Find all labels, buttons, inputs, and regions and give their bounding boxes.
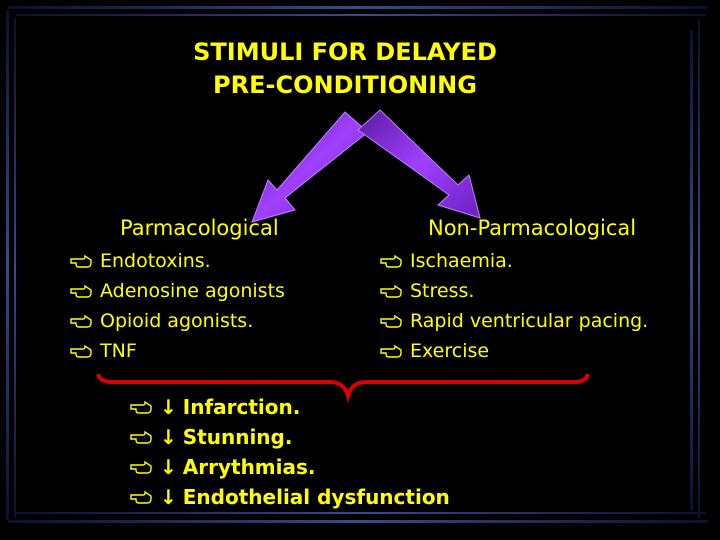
hand-pointing-icon [130, 400, 160, 414]
list-item: Stress. [380, 276, 648, 306]
down-arrow-icon: ↓ [160, 395, 177, 419]
down-arrow-icon: ↓ [160, 425, 177, 449]
outcomes-list [130, 392, 450, 512]
list-item: Adenosine agonists [70, 276, 285, 306]
left-arrow [252, 112, 368, 222]
list-item: Exercise [380, 336, 648, 366]
title-line-2: PRE-CONDITIONING [213, 71, 477, 99]
right-list [380, 246, 648, 366]
list-item: ↓ Infarction. [130, 392, 450, 422]
hand-pointing-icon [380, 254, 410, 268]
list-item: Opioid agonists. [70, 306, 285, 336]
hand-pointing-icon [70, 344, 100, 358]
hand-pointing-icon [130, 430, 160, 444]
hand-pointing-icon [380, 344, 410, 358]
down-arrow-icon: ↓ [160, 455, 177, 479]
list-item: Endotoxins. [70, 246, 285, 276]
hand-pointing-icon [380, 284, 410, 298]
title-line-1: STIMULI FOR DELAYED [193, 38, 497, 66]
left-list [70, 246, 285, 366]
hand-pointing-icon [70, 284, 100, 298]
list-item: TNF [70, 336, 285, 366]
slide-title [100, 36, 590, 102]
hand-pointing-icon [70, 254, 100, 268]
hand-pointing-icon [130, 490, 160, 504]
left-heading: Parmacological [120, 216, 279, 240]
list-item: ↓ Endothelial dysfunction [130, 482, 450, 512]
hand-pointing-icon [70, 314, 100, 328]
list-item: Rapid ventricular pacing. [380, 306, 648, 336]
right-arrow [358, 110, 480, 218]
hand-pointing-icon [380, 314, 410, 328]
hand-pointing-icon [130, 460, 160, 474]
list-item: Ischaemia. [380, 246, 648, 276]
right-heading: Non-Parmacological [428, 216, 637, 240]
down-arrow-icon: ↓ [160, 485, 177, 509]
list-item: ↓ Stunning. [130, 422, 450, 452]
list-item: ↓ Arrythmias. [130, 452, 450, 482]
